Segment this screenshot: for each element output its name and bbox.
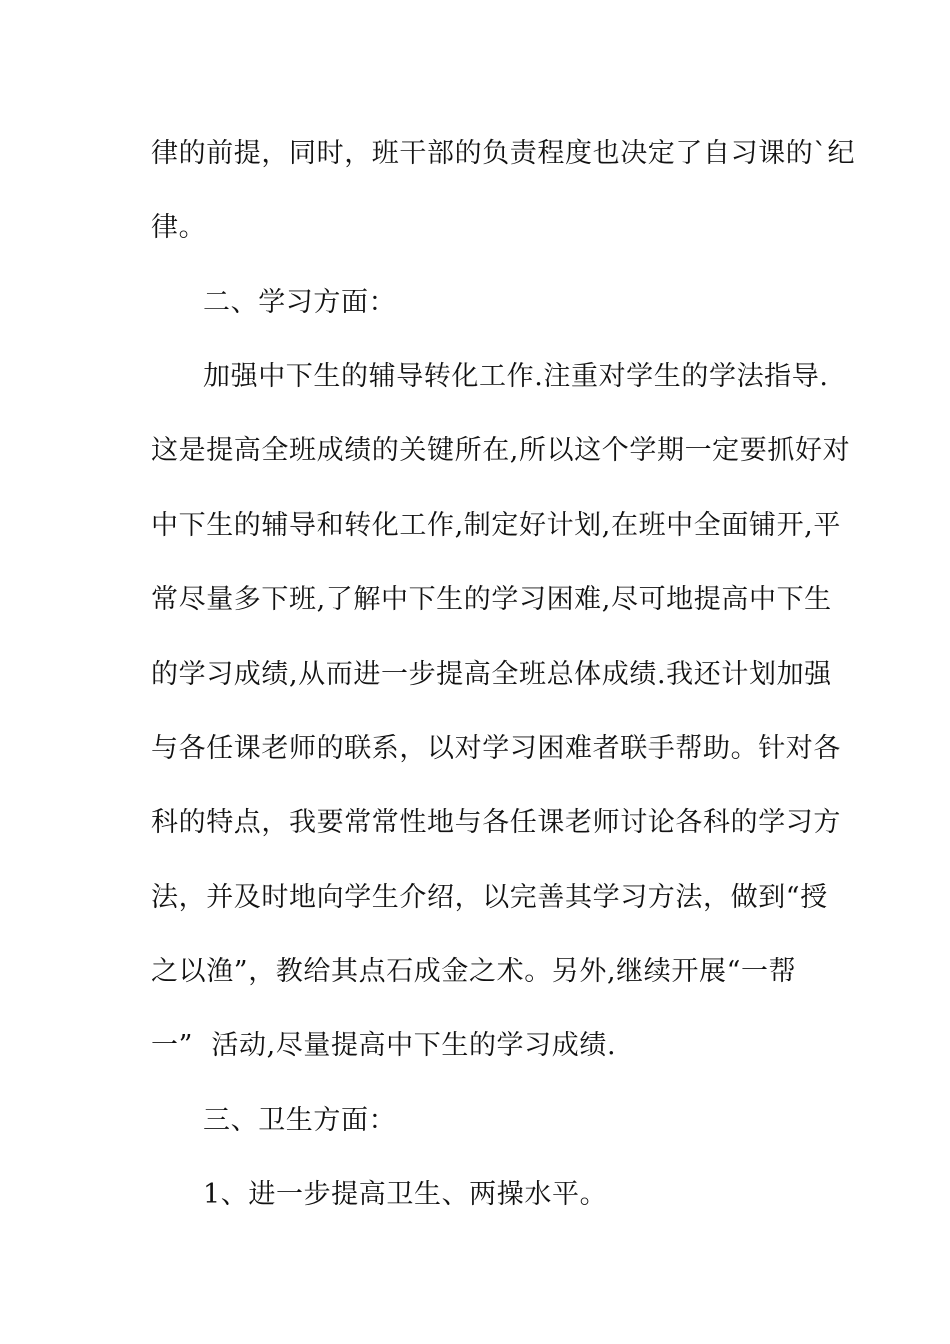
section-heading-study: 二、学习方面： xyxy=(203,287,397,318)
body-text-line: 的学习成绩,从而进一步提高全班总体成绩.我还计划加强 xyxy=(151,659,832,690)
body-text-line: 一” 活动,尽量提高中下生的学习成绩. xyxy=(151,1030,617,1061)
body-text-line: 这是提高全班成绩的关键所在,所以这个学期一定要抓好对 xyxy=(151,435,851,466)
body-text-line: 之以渔”，教给其点石成金之术。另外,继续开展“一帮 xyxy=(151,956,797,987)
body-text-line: 常尽量多下班,了解中下生的学习困难,尽可地提高中下生 xyxy=(151,584,832,615)
body-text-line: 中下生的辅导和转化工作,制定好计划,在班中全面铺开,平 xyxy=(151,510,841,541)
list-item: 1、进一步提高卫生、两操水平。 xyxy=(203,1179,608,1210)
body-text-line: 律。 xyxy=(151,212,207,243)
body-text-line: 科的特点，我要常常性地与各任课老师讨论各科的学习方 xyxy=(151,807,841,838)
body-text-line: 与各任课老师的联系，以对学习困难者联手帮助。针对各 xyxy=(151,733,841,764)
body-text-line: 法，并及时地向学生介绍，以完善其学习方法，做到“授 xyxy=(151,882,828,913)
section-heading-hygiene: 三、卫生方面： xyxy=(203,1105,397,1136)
body-text-line: 加强中下生的辅导转化工作.注重对学生的学法指导. xyxy=(203,361,829,392)
body-text-line: 律的前提，同时，班干部的负责程度也决定了自习课的`纪 xyxy=(151,138,856,169)
